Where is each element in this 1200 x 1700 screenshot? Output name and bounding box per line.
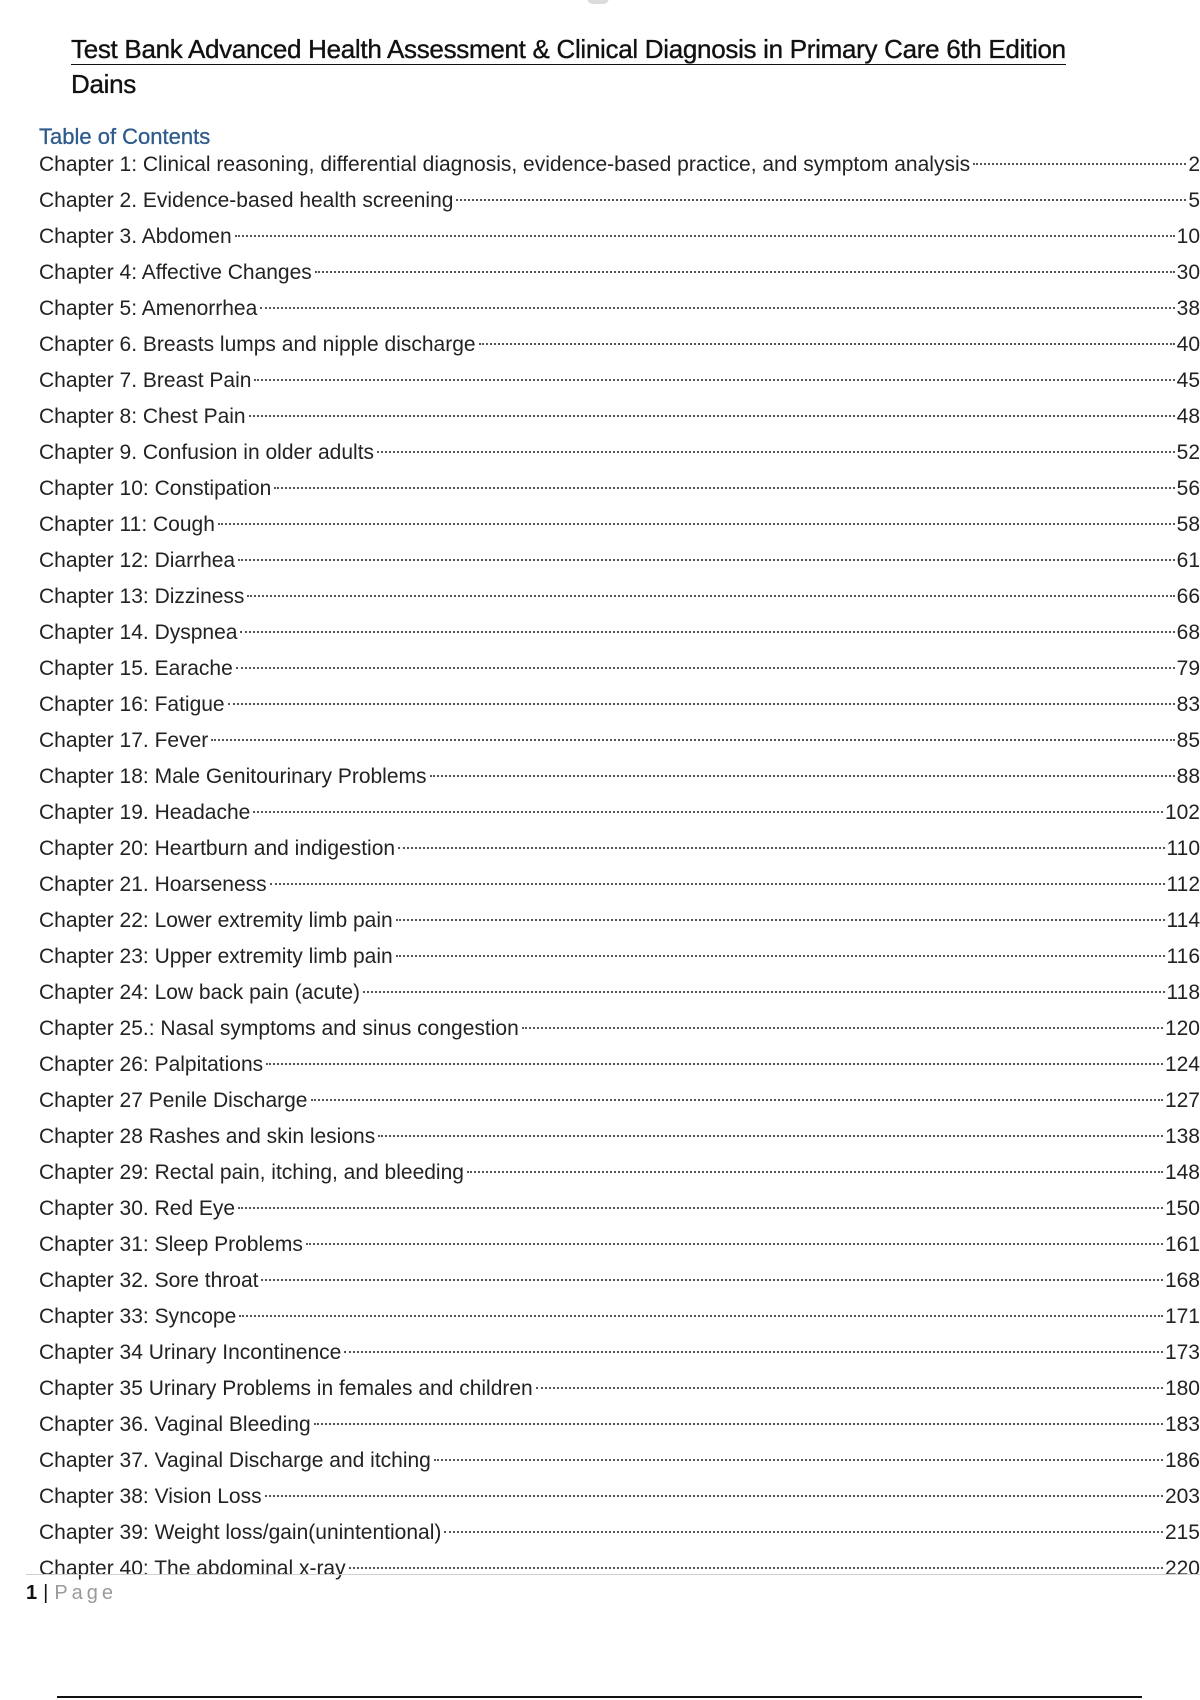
toc-entry-dot-leader: [522, 1027, 1163, 1029]
toc-list: [39, 150, 1200, 1590]
toc-entry-dot-leader: [306, 1243, 1163, 1245]
toc-entry-label: Chapter 3. Abdomen: [39, 225, 232, 248]
toc-entry[interactable]: [39, 618, 1200, 654]
toc-entry-dot-leader: [311, 1099, 1163, 1101]
toc-entry-dot-leader: [239, 1315, 1163, 1317]
toc-entry-label: Chapter 20: Heartburn and indigestion: [39, 837, 396, 860]
toc-entry-label: Chapter 4: Affective Changes: [39, 261, 312, 284]
toc-entry-page-number: 40: [1176, 333, 1200, 356]
toc-entry[interactable]: [39, 1374, 1200, 1410]
toc-entry[interactable]: [39, 510, 1200, 546]
toc-entry-label: Chapter 13: Dizziness: [39, 585, 245, 608]
toc-entry[interactable]: [39, 402, 1200, 438]
toc-entry-label: Chapter 40: The abdominal x-ray: [39, 1557, 346, 1580]
toc-entry-page-number: 127: [1164, 1089, 1200, 1112]
toc-entry-dot-leader: [398, 847, 1164, 849]
toc-entry-dot-leader: [344, 1351, 1163, 1353]
toc-entry-page-number: 68: [1176, 621, 1200, 644]
toc-entry-label: Chapter 10: Constipation: [39, 477, 272, 500]
toc-entry[interactable]: [39, 690, 1200, 726]
toc-entry-page-number: 48: [1176, 405, 1200, 428]
toc-entry-dot-leader: [444, 1531, 1163, 1533]
toc-entry-label: Chapter 30. Red Eye: [39, 1197, 236, 1220]
toc-entry[interactable]: [39, 330, 1200, 366]
toc-entry-page-number: 138: [1164, 1125, 1200, 1148]
document-title-line-2: Dains: [71, 69, 136, 99]
toc-entry-page-number: 118: [1166, 981, 1200, 1004]
page-top-mark: [587, 0, 609, 4]
toc-entry-page-number: 38: [1176, 297, 1200, 320]
toc-entry[interactable]: [39, 942, 1200, 978]
toc-entry-page-number: 85: [1176, 729, 1200, 752]
toc-entry-label: Chapter 26: Palpitations: [39, 1053, 264, 1076]
toc-entry-page-number: 10: [1176, 225, 1200, 248]
toc-entry[interactable]: [39, 726, 1200, 762]
toc-entry-dot-leader: [218, 523, 1175, 525]
toc-entry-page-number: 61: [1176, 549, 1200, 572]
toc-entry-dot-leader: [240, 631, 1174, 633]
toc-entry-label: Chapter 15. Earache: [39, 657, 233, 680]
toc-entry[interactable]: [39, 1086, 1200, 1122]
toc-entry-page-number: 45: [1176, 369, 1200, 392]
toc-entry[interactable]: [39, 1518, 1200, 1554]
toc-entry-dot-leader: [315, 271, 1175, 273]
toc-entry-label: Chapter 25.: Nasal symptoms and sinus congestion: [39, 1017, 519, 1040]
toc-entry-dot-leader: [456, 199, 1186, 201]
toc-entry-page-number: 116: [1166, 945, 1200, 968]
toc-entry[interactable]: [39, 1338, 1200, 1374]
toc-entry-label: Chapter 7. Breast Pain: [39, 369, 252, 392]
toc-entry-label: Chapter 2. Evidence-based health screening: [39, 189, 454, 212]
toc-entry-page-number: 180: [1164, 1377, 1200, 1400]
toc-entry-page-number: 66: [1176, 585, 1200, 608]
toc-entry[interactable]: [39, 762, 1200, 798]
toc-entry-dot-leader: [260, 307, 1174, 309]
footer-page-label: Page: [54, 1582, 118, 1604]
toc-entry-page-number: 148: [1164, 1161, 1200, 1184]
toc-entry-label: Chapter 19. Headache: [39, 801, 251, 824]
toc-entry-label: Chapter 16: Fatigue: [39, 693, 225, 716]
toc-entry-dot-leader: [396, 955, 1165, 957]
toc-entry-page-number: 120: [1164, 1017, 1200, 1040]
toc-entry-page-number: 173: [1164, 1341, 1200, 1364]
toc-entry-page-number: 150: [1164, 1197, 1200, 1220]
toc-entry[interactable]: [39, 1266, 1200, 1302]
toc-entry-dot-leader: [434, 1459, 1163, 1461]
toc-entry[interactable]: [39, 1194, 1200, 1230]
toc-entry-dot-leader: [363, 991, 1164, 993]
toc-entry[interactable]: [39, 222, 1200, 258]
toc-entry-dot-leader: [479, 343, 1175, 345]
toc-entry-page-number: 30: [1176, 261, 1200, 284]
toc-entry-label: Chapter 35 Urinary Problems in females and children: [39, 1377, 533, 1400]
toc-entry[interactable]: [39, 1302, 1200, 1338]
toc-entry-dot-leader: [396, 919, 1165, 921]
toc-entry-dot-leader: [266, 1063, 1163, 1065]
toc-entry[interactable]: [39, 906, 1200, 942]
toc-entry[interactable]: [39, 366, 1200, 402]
toc-entry[interactable]: [39, 834, 1200, 870]
toc-entry-dot-leader: [235, 235, 1175, 237]
toc-entry-dot-leader: [349, 1567, 1163, 1569]
toc-entry-page-number: 56: [1176, 477, 1200, 500]
toc-heading: Table of Contents: [39, 124, 211, 149]
toc-entry-dot-leader: [236, 667, 1175, 669]
toc-entry-page-number: 52: [1176, 441, 1200, 464]
toc-entry-label: Chapter 37. Vaginal Discharge and itching: [39, 1449, 431, 1472]
toc-entry-label: Chapter 22: Lower extremity limb pain: [39, 909, 393, 932]
toc-entry[interactable]: [39, 150, 1200, 186]
toc-entry-dot-leader: [270, 883, 1165, 885]
toc-entry[interactable]: [39, 1230, 1200, 1266]
toc-entry-page-number: 203: [1164, 1485, 1200, 1508]
toc-entry-page-number: 5: [1188, 189, 1200, 212]
toc-entry-label: Chapter 8: Chest Pain: [39, 405, 246, 428]
toc-entry-page-number: 112: [1166, 873, 1200, 896]
toc-entry[interactable]: [39, 1446, 1200, 1482]
document-title-line-1: [57, 32, 1187, 67]
document-title-line-1-text: Test Bank Advanced Health Assessment & Clinical Diagnosis in Primary Care 6th Edition: [71, 34, 1066, 64]
toc-entry[interactable]: [39, 294, 1200, 330]
toc-entry-label: Chapter 29: Rectal pain, itching, and bleeding: [39, 1161, 464, 1184]
toc-entry[interactable]: [39, 1482, 1200, 1518]
toc-entry-page-number: 83: [1176, 693, 1200, 716]
toc-entry-label: Chapter 39: Weight loss/gain(unintentional): [39, 1521, 442, 1544]
bottom-divider: [57, 1696, 1142, 1698]
toc-entry-page-number: 183: [1164, 1413, 1200, 1436]
toc-entry[interactable]: [39, 438, 1200, 474]
toc-entry-label: Chapter 17. Fever: [39, 729, 209, 752]
toc-entry-page-number: 79: [1176, 657, 1200, 680]
toc-entry-label: Chapter 21. Hoarseness: [39, 873, 267, 896]
toc-entry-page-number: 58: [1176, 513, 1200, 536]
toc-entry-page-number: 161: [1164, 1233, 1200, 1256]
toc-entry[interactable]: [39, 1122, 1200, 1158]
toc-entry-label: Chapter 31: Sleep Problems: [39, 1233, 303, 1256]
toc-entry-dot-leader: [467, 1171, 1163, 1173]
toc-entry[interactable]: [39, 1014, 1200, 1050]
toc-entry-label: Chapter 32. Sore throat: [39, 1269, 259, 1292]
toc-entry-label: Chapter 11: Cough: [39, 513, 215, 536]
toc-entry[interactable]: [39, 1158, 1200, 1194]
toc-entry-page-number: 171: [1164, 1305, 1200, 1328]
toc-entry-dot-leader: [211, 739, 1174, 741]
toc-entry-dot-leader: [265, 1495, 1163, 1497]
toc-entry[interactable]: [39, 582, 1200, 618]
toc-entry-dot-leader: [377, 451, 1175, 453]
toc-entry[interactable]: [39, 474, 1200, 510]
toc-entry-label: Chapter 14. Dyspnea: [39, 621, 238, 644]
toc-entry-page-number: 102: [1164, 801, 1200, 824]
toc-entry[interactable]: [39, 1050, 1200, 1086]
toc-entry-label: Chapter 27 Penile Discharge: [39, 1089, 308, 1112]
toc-entry-dot-leader: [228, 703, 1175, 705]
toc-entry-dot-leader: [314, 1423, 1163, 1425]
toc-entry-label: Chapter 28 Rashes and skin lesions: [39, 1125, 376, 1148]
document-title: [57, 32, 1187, 102]
toc-entry-page-number: 168: [1164, 1269, 1200, 1292]
toc-entry-label: Chapter 36. Vaginal Bleeding: [39, 1413, 311, 1436]
toc-entry-dot-leader: [536, 1387, 1163, 1389]
page-footer: [26, 1580, 117, 1606]
footer-separator: |: [43, 1582, 49, 1604]
toc-entry[interactable]: [39, 1410, 1200, 1446]
toc-entry[interactable]: [39, 978, 1200, 1014]
toc-entry-label: Chapter 38: Vision Loss: [39, 1485, 262, 1508]
toc-entry-page-number: 2: [1188, 153, 1200, 176]
toc-entry-label: Chapter 1: Clinical reasoning, differential diagnosis, evidence-based practice, and symptom analysis: [39, 153, 971, 176]
toc-entry-dot-leader: [378, 1135, 1163, 1137]
toc-entry-label: Chapter 23: Upper extremity limb pain: [39, 945, 393, 968]
toc-entry-dot-leader: [973, 163, 1186, 165]
toc-entry-label: Chapter 24: Low back pain (acute): [39, 981, 361, 1004]
toc-entry-dot-leader: [238, 1207, 1163, 1209]
toc-entry-page-number: 110: [1166, 837, 1200, 860]
toc-entry-page-number: 88: [1176, 765, 1200, 788]
toc-entry-dot-leader: [274, 487, 1174, 489]
toc-entry-page-number: 124: [1164, 1053, 1200, 1076]
toc-entry[interactable]: [39, 870, 1200, 906]
toc-entry-dot-leader: [247, 595, 1174, 597]
toc-entry-dot-leader: [249, 415, 1175, 417]
toc-entry-dot-leader: [238, 559, 1175, 561]
toc-entry-dot-leader: [261, 1279, 1162, 1281]
toc-entry[interactable]: [39, 654, 1200, 690]
toc-entry[interactable]: [39, 258, 1200, 294]
toc-entry[interactable]: [39, 1554, 1200, 1590]
footer-page-number: 1: [26, 1582, 38, 1604]
toc-entry-dot-leader: [254, 379, 1174, 381]
toc-entry-page-number: 186: [1164, 1449, 1200, 1472]
toc-entry-dot-leader: [253, 811, 1163, 813]
toc-entry-page-number: 220: [1164, 1557, 1200, 1580]
toc-entry-page-number: 215: [1164, 1521, 1200, 1544]
toc-entry-label: Chapter 18: Male Genitourinary Problems: [39, 765, 427, 788]
toc-entry-label: Chapter 33: Syncope: [39, 1305, 237, 1328]
footer-divider: [26, 1574, 1200, 1575]
toc-entry-label: Chapter 12: Diarrhea: [39, 549, 236, 572]
toc-entry-label: Chapter 9. Confusion in older adults: [39, 441, 375, 464]
toc-entry[interactable]: [39, 798, 1200, 834]
toc-entry-dot-leader: [430, 775, 1175, 777]
toc-entry-page-number: 114: [1166, 909, 1200, 932]
toc-entry-label: Chapter 5: Amenorrhea: [39, 297, 258, 320]
toc-entry[interactable]: [39, 546, 1200, 582]
toc-entry-label: Chapter 6. Breasts lumps and nipple discharge: [39, 333, 476, 356]
toc-entry-label: Chapter 34 Urinary Incontinence: [39, 1341, 342, 1364]
toc-entry[interactable]: [39, 186, 1200, 222]
